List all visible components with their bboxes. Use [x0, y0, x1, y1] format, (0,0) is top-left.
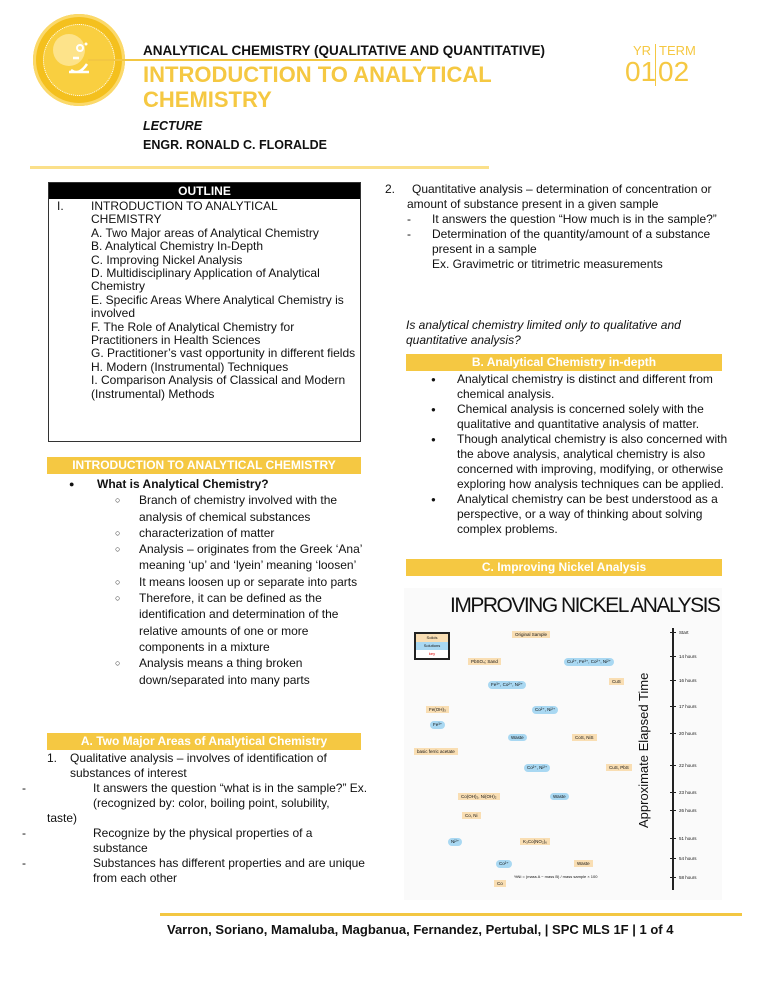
- flowchart-node: Waste: [508, 734, 527, 741]
- time-tick: [670, 654, 697, 659]
- flowchart-node: CoS, NiS: [572, 734, 597, 741]
- divider: [30, 166, 489, 169]
- time-label: 26 hours: [679, 808, 697, 813]
- intro-point: ○ characterization of matter: [47, 525, 367, 541]
- flowchart-node: basic ferric acetate: [414, 748, 458, 755]
- guiding-question: Is analytical chemistry limited only to qualitative and quantitative analysis?: [406, 318, 681, 347]
- outline-item: D. Multidisciplinary Application of Analytical Chemistry: [91, 266, 320, 294]
- key-solids: Solids: [416, 634, 448, 642]
- instructor-name: ENGR. RONALD C. FLORALDE: [143, 138, 328, 152]
- quantitative-definition: Quantitative analysis – determination of concentration or amount of substance present in a given sample: [407, 182, 712, 211]
- qualitative-point-wrap: taste): [47, 811, 78, 825]
- course-subject: ANALYTICAL CHEMISTRY (QUALITATIVE AND QUANTITATIVE): [143, 43, 545, 58]
- flowchart-node: PbSO₄; Sand: [468, 658, 501, 665]
- time-label: 14 hours: [679, 654, 697, 659]
- time-label: 23 hours: [679, 790, 697, 795]
- quantitative-section: [385, 182, 740, 272]
- key-solutions: Solutions: [416, 642, 448, 650]
- flowchart-node: Waste: [550, 793, 569, 800]
- page-title: INTRODUCTION TO ANALYTICAL CHEMISTRY: [143, 62, 492, 112]
- section-heading-intro: INTRODUCTION TO ANALYTICAL CHEMISTRY: [47, 457, 361, 474]
- time-tick: [670, 856, 697, 861]
- outline-box: [48, 182, 361, 442]
- key-label: key: [428, 651, 436, 656]
- outline-main: INTRODUCTION TO ANALYTICAL CHEMISTRY: [91, 199, 278, 227]
- intro-point: ○ It means loosen up or separate into parts: [47, 574, 367, 590]
- time-label: 20 hours: [679, 731, 697, 736]
- time-tick: [670, 630, 689, 635]
- quantitative-point: - Determination of the quantity/amount of a substance present in a sample: [385, 227, 740, 257]
- in-depth-point: ● Analytical chemistry is distinct and different from chemical analysis.: [406, 372, 728, 402]
- intro-content: [47, 476, 367, 688]
- outline-item: C. Improving Nickel Analysis: [91, 252, 243, 267]
- flowchart-node: Fe³⁺: [430, 721, 445, 729]
- flowchart-node: Fe(OH)₃: [426, 706, 449, 713]
- time-tick: [670, 763, 697, 768]
- figure-key: [414, 632, 450, 660]
- section-heading-a: A. Two Major Areas of Analytical Chemistry: [47, 733, 361, 750]
- time-label: 58 hours: [679, 875, 697, 880]
- outline-item: F. The Role of Analytical Chemistry for Practitioners in Health Sciences: [91, 319, 295, 348]
- flowchart-node: CuS: [609, 678, 624, 685]
- flowchart-node: CuS, PbS: [606, 764, 632, 771]
- outline-title: OUTLINE: [49, 183, 360, 199]
- time-tick: [670, 731, 697, 736]
- page-footer: Varron, Soriano, Mamaluba, Magbanua, Fernandez, Pertubal, | SPC MLS 1F | 1 of 4: [167, 922, 674, 937]
- flowchart-node: K₃Co(NO₂)₆: [520, 838, 550, 845]
- item-number: 2.: [385, 182, 396, 196]
- intro-point: ○ Branch of chemistry involved with the analysis of chemical substances: [47, 492, 367, 525]
- percent-formula: %Ni = (mass A − mass B) / mass sample × 100: [514, 874, 598, 879]
- qualitative-point: - It answers the question “what is in the sample?” Ex. (recognized by: color, boiling point, solubility,: [0, 781, 368, 811]
- time-label: 54 hours: [679, 856, 697, 861]
- quantitative-point: - It answers the question “How much is in the sample?”: [385, 212, 740, 227]
- outline-item: B. Analytical Chemistry In-Depth: [91, 239, 264, 254]
- qualitative-definition: Qualitative analysis – involves of identification of substances of interest: [70, 751, 327, 780]
- flowchart-node: Waste: [574, 860, 593, 867]
- flowchart-node: Co, Ni: [462, 812, 481, 819]
- in-depth-point: ● Analytical chemistry can be best understood as a perspective, or a way of thinking about solving complex problems.: [406, 492, 728, 537]
- figure-title: IMPROVING NICKEL ANALYSIS: [450, 594, 720, 617]
- outline-item: G. Practitioner’s vast opportunity in different fields: [91, 346, 356, 361]
- outline-item: A. Two Major areas of Analytical Chemistry: [91, 225, 319, 240]
- flowchart-node: Co: [494, 880, 506, 887]
- nickel-analysis-flowchart: [404, 588, 722, 900]
- divider: [88, 59, 421, 61]
- section-heading-c: C. Improving Nickel Analysis: [406, 559, 722, 576]
- qualitative-point: - Recognize by the physical properties of a substance: [0, 826, 368, 856]
- qualitative-point: - Substances has different properties and are unique from each other: [0, 856, 368, 886]
- flowchart-node: Co(OH)₂, Ni(OH)₂: [458, 793, 500, 800]
- flowchart-node: Co²⁺, Ni²⁺: [524, 764, 550, 772]
- time-label: Start: [679, 630, 689, 635]
- time-label: 22 hours: [679, 763, 697, 768]
- flowchart-node: Co²⁺: [496, 860, 512, 868]
- time-tick: [670, 704, 697, 709]
- quantitative-example: Ex. Gravimetric or titrimetric measurements: [432, 257, 663, 271]
- time-axis: [672, 628, 674, 890]
- document-type: LECTURE: [143, 119, 203, 133]
- intro-question: ● What is Analytical Chemistry?: [47, 476, 367, 492]
- outline-numeral: I.: [57, 199, 64, 213]
- outline-item: E. Specific Areas Where Analytical Chemistry is involved: [91, 292, 344, 321]
- time-tick: [670, 836, 697, 841]
- flowchart-node: Ni²⁺: [448, 838, 462, 846]
- in-depth-point: ● Chemical analysis is concerned solely with the qualitative and quantitative analysis of matter.: [406, 402, 728, 432]
- intro-point: ○ Therefore, it can be defined as the identification and determination of the relative amounts of one or more components in a mixture: [47, 590, 367, 655]
- flowchart-node: Co²⁺, Ni²⁺: [532, 706, 558, 714]
- item-number: 1.: [47, 751, 58, 765]
- time-label: 16 hours: [679, 678, 697, 683]
- section-heading-b: B. Analytical Chemistry in-depth: [406, 354, 722, 371]
- flowchart-node: Original Sample: [512, 631, 550, 638]
- flowchart-node: Fe³⁺, Co²⁺, Ni²⁺: [488, 681, 526, 689]
- in-depth-point: ● Though analytical chemistry is also concerned with the above analysis, analytical chemistry is also concerned with improving, modifying, or otherwise exploring how analysis techniques can be applied.: [406, 432, 728, 492]
- intro-point: ○ Analysis – originates from the Greek ‘Ana’ meaning ‘up’ and ‘lyein’ meaning ‘loosen’: [47, 541, 367, 574]
- year-term: YR TERM 01 02: [625, 43, 696, 87]
- outline-item: H. Modern (Instrumental) Techniques: [91, 359, 289, 374]
- time-tick: [670, 875, 697, 880]
- time-label: 17 hours: [679, 704, 697, 709]
- outline-item: I. Comparison Analysis of Classical and Modern (Instrumental) Methods: [91, 373, 346, 401]
- time-tick: [670, 808, 697, 813]
- time-tick: [670, 790, 697, 795]
- intro-point: ○ Analysis means a thing broken down/separated into many parts: [47, 655, 367, 688]
- footer-divider: [160, 913, 742, 916]
- qualitative-section: [0, 751, 368, 886]
- flowchart-node: Cu²⁺, Fe³⁺, Co²⁺, Ni²⁺: [564, 658, 614, 666]
- time-tick: [670, 678, 697, 683]
- time-axis-label: Approximate Elapsed Time: [636, 672, 651, 828]
- time-label: 51 hours: [679, 836, 697, 841]
- in-depth-list: [406, 372, 728, 537]
